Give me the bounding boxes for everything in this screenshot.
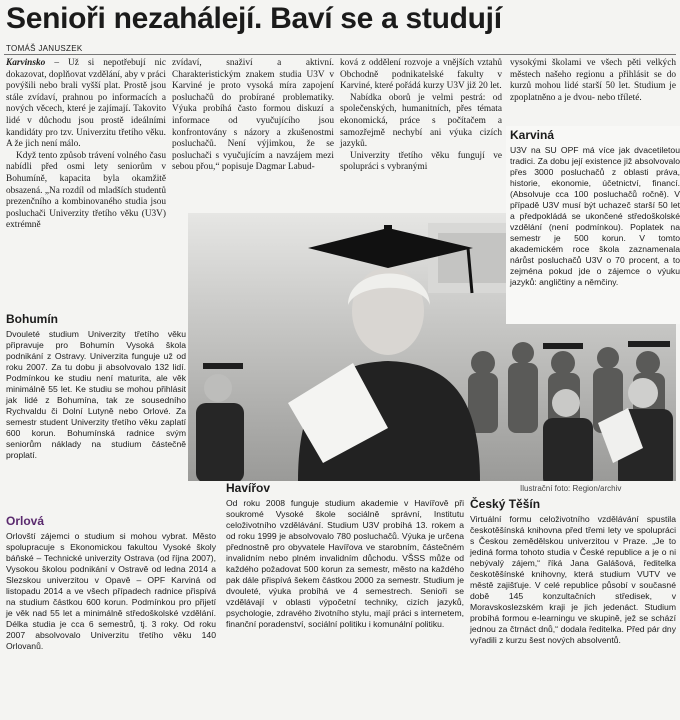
dateline: Karvinsko — [6, 58, 46, 68]
karvina-text: U3V na SU OPF má více jak dvacetiletou tradici. Za dobu její existence již absolvovalo přes 3000 posluchačů z oblasti práva, historie, ekonomie, účetnictví, financí. (Absolvuje cca 100 posluchačů ročně). V případě U3V musí být uchazeč starší 50 let a předpokládá se ukončené středoškolské vzdělání (není podmínkou). Poplatek na semestr je 500 korun. V tomto akademickém roce škola zaznamenala nárůst posluchačů U3V o 70 procent, a to zejména pokud jde o zájemce o výuku jazyků: angličtiny a němčiny. — [510, 145, 680, 287]
karvina-box — [506, 126, 680, 324]
bohumin-box — [6, 312, 186, 461]
paragraph: Nabídka oborů je velmi pestrá: od společenských, humanitních, přes témata ekonomická, práce s počítačem a samozřejmě nechybí ani výuka cizích jazyků. — [340, 92, 502, 150]
paragraph: Univerzity třetího věku fungují ve spolupráci s vybranými — [340, 150, 502, 173]
bohumin-text: Dvouleté studium Univerzity třetího věku připravuje pro Bohumín Vysoká škola podnikání z Ostravy. Univerzita funguje už od roku 2007. Za tu dobu ji absolvovalo 132 lidí. Podmínkou ke studiu není maturita, ale věk minimálně 55 let. Ke studiu se mohou přihlásit jak lidé z Bohumína, tak ze sousedního Rychvaldu či Dolní Lutyně nebo Orlové. Za semestr student Univerzity třetího věku zaplatí 600 korun. Bohumínská radnice svým seniorům náklady na studium částečně proplatí. — [6, 329, 186, 460]
photo-credit: Ilustrační foto: Region/archiv — [520, 484, 622, 493]
byline: TOMÁŠ JANUSZEK — [6, 44, 83, 53]
paragraph: Když tento způsob trávení volného času nabídli před osmi lety seniorům v Bohumíně, kapacita byla okamžitě obsazená. „Na rozdíl od mladších studentů prezenčního a kombinovaného studia jsou posluchači Univerzity třetího věku (U3V) extrémně — [6, 150, 166, 231]
article-column-3 — [340, 58, 502, 174]
orlova-title: Orlová — [6, 514, 45, 528]
havirov-text: Od roku 2008 funguje studium akademie v Havířově při soukromé Vysoké škole sociálně správní, Institutu celoživotního vzdělávání. Studium U3V probíhá 13. rokem a od roku 1999 je absolvovalo 780 posluchačů. Výuka je určena přednostně pro obyvatele Havířova ve starobním, částečném invalidním nebo plném invalidním důchodu. VŠSS může od každého požadovat 500 korun za semestr, město na každého pak dále přispívá šekem částkou 2000 za semestr. Studium je dvouleté, výuka probíhá ve 4 semestrech. Senioři se vzdělávají v oblasti výpočetní techniky, cizích jazyků, psychologie, zdravého životního stylu, mají práci s internetem, finanční poradenství, sociální politiku i komunální politiku. — [226, 498, 464, 629]
cesky-tesin-box — [470, 497, 676, 646]
header-rule — [4, 54, 676, 55]
havirov-box — [226, 481, 464, 630]
paragraph: vysokými školami ve všech pěti velkých městech našeho regionu a přihlásit se do kurzů mohou lidé starší 50 let. Studium je zpoplatněno a je dvou- nebo tříleté. — [510, 58, 676, 103]
orlova-text: Orlovští zájemci o studium si mohou vybrat. Město spolupracuje s Ekonomickou fakultou Vysoké školy báňské – Technické univerzity Ostrava (od října 2007), Vysokou školou podnikání v Ostravě od ledna 2014 a Slezskou univerzitou v Opavě – OPF Karviná od listopadu 2014 a ve všech případech radnice přispívá na studium částkou 600 korun. Podmínkou pro přijetí je věk nad 55 let a minimálně středoškolské vzdělání. Délka studia je cca 6 semestrů, tj. 3 roky. Od roku 2007 absolvovalo Univerzitu třetího věku 140 Orlovanů. — [6, 531, 216, 651]
karvina-title: Karviná — [510, 128, 555, 142]
bohumin-title: Bohumín — [6, 312, 58, 326]
article-column-4 — [510, 58, 676, 104]
paragraph: zvídaví, snaživí a aktivní. Charakteristickým znakem studia U3V v Karviné je proto vysoká míra zapojení posluchačů do probírané problematiky. Výuka probíhá často formou diskuzí a informace od vyučujícího jsou konfrontovány s názory a zkušenostmi posluchačů. Není výjimkou, že se posluchači s vyučujícím a navzájem mezi sebou přou,“ popisuje Dagmar Labud- — [172, 58, 334, 173]
cesky-tesin-text: Virtuální formu celoživotního vzdělávání spustila českotěšínská knihovna před třemi lety ve spolupráci s Českou zemědělskou univerzitou v Praze. „Je to jediná forma tohoto studia v České republice a je o ni nebývalý zájem,“ říká Jana Galášová, ředitelka českotěšínské knihovny, která studium VUTV ve městě zajišťuje. V celé republice působí v současné době 145 konzultačních středisek, v Moravskoslezském kraji je jich jedenáct. Studium probíhá formou e-learningu ve skupině, jež se schází jednou za čtrnáct dnů,“ dodala ředitelka. Před pár dny vyřadili z kurzu šest nových absolventů. — [470, 514, 676, 645]
article-column-1 — [6, 58, 166, 232]
headline: Senioři nezahálejí. Baví se a studují — [6, 2, 502, 35]
paragraph: ková z oddělení rozvoje a vnějších vztahů Obchodně podnikatelské fakulty v Karviné, které pořádá kurzy U3V již 20 let. — [340, 58, 502, 92]
cesky-tesin-title: Český Těšín — [470, 497, 541, 511]
orlova-box — [6, 514, 216, 652]
lead-paragraph: – Už si nepotřebují nic dokazovat, doplňovat vzdělání, aby v práci povýšili nebo brali vyšší plat. Prostě jsou stále zvídaví, prahnou po informacích a nových věcech, které je zajímají. Takovito lidé v důchodu jsou prostě ideálními kandidáty pro tzv. Univerzitu třetího věku. A že jich není málo. — [6, 58, 166, 150]
havirov-title: Havířov — [226, 481, 271, 495]
article-column-2 — [172, 58, 334, 174]
